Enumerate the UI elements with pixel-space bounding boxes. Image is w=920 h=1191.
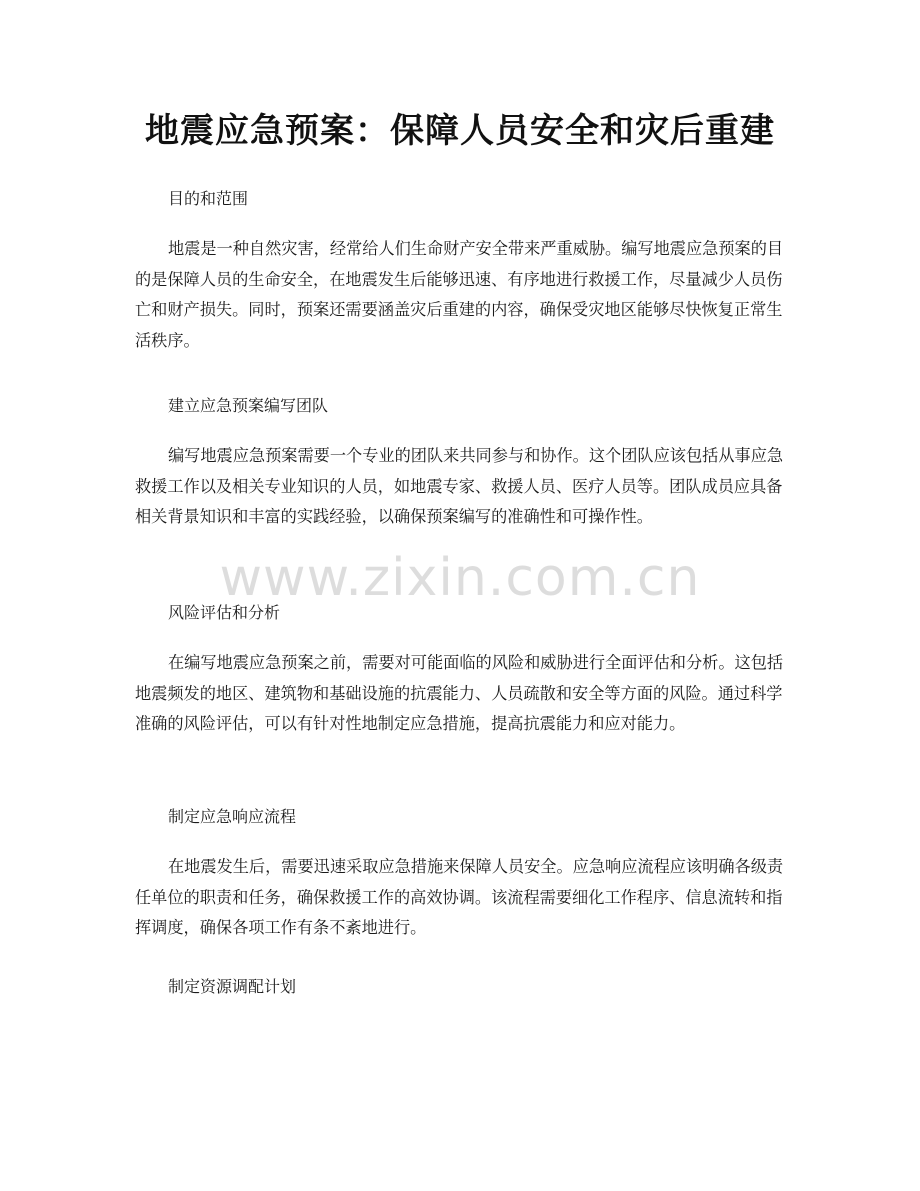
paragraph-text: 编写地震应急预案需要一个专业的团队来共同参与和协作。这个团队应该包括从事应急救援工作以及相关专业知识的人员，如地震专家、救援人员、医疗人员等。团队成员应具备相关背景知识和丰富的实践经验，以确保预案编写的准确性和可操作性。 bbox=[135, 446, 784, 526]
section-heading-risk: 风险评估和分析 bbox=[168, 603, 281, 622]
paragraph-text: 在地震发生后，需要迅速采取应急措施来保障人员安全。应急响应流程应该明确各级责任单位的职责和任务，确保救援工作的高效协调。该流程需要细化工作程序、信息流转和指挥调度，确保各项工作有条不紊地进行。 bbox=[135, 857, 784, 937]
paragraph-text: 地震是一种自然灾害，经常给人们生命财产安全带来严重威胁。编写地震应急预案的目的是保障人员的生命安全，在地震发生后能够迅速、有序地进行救援工作，尽量减少人员伤亡和财产损失。同时，预案还需要涵盖灾后重建的内容，确保受灾地区能够尽快恢复正常生活秩序。 bbox=[135, 239, 784, 350]
section-paragraph-risk bbox=[135, 648, 785, 740]
section-heading-purpose: 目的和范围 bbox=[168, 189, 249, 208]
document-title: 地震应急预案：保障人员安全和灾后重建 bbox=[145, 111, 775, 151]
watermark: www.zixin.com.cn bbox=[219, 548, 701, 608]
section-heading-team: 建立应急预案编写团队 bbox=[168, 396, 329, 415]
paragraph-text: 在编写地震应急预案之前，需要对可能面临的风险和威胁进行全面评估和分析。这包括地震频发的地区、建筑物和基础设施的抗震能力、人员疏散和安全等方面的风险。通过科学准确的风险评估，可以有针对性地制定应急措施，提高抗震能力和应对能力。 bbox=[135, 653, 784, 733]
section-heading-response: 制定应急响应流程 bbox=[168, 807, 297, 826]
section-paragraph-purpose bbox=[135, 234, 785, 356]
section-paragraph-team bbox=[135, 441, 785, 533]
section-paragraph-response bbox=[135, 852, 785, 944]
section-heading-resources: 制定资源调配计划 bbox=[168, 977, 297, 996]
